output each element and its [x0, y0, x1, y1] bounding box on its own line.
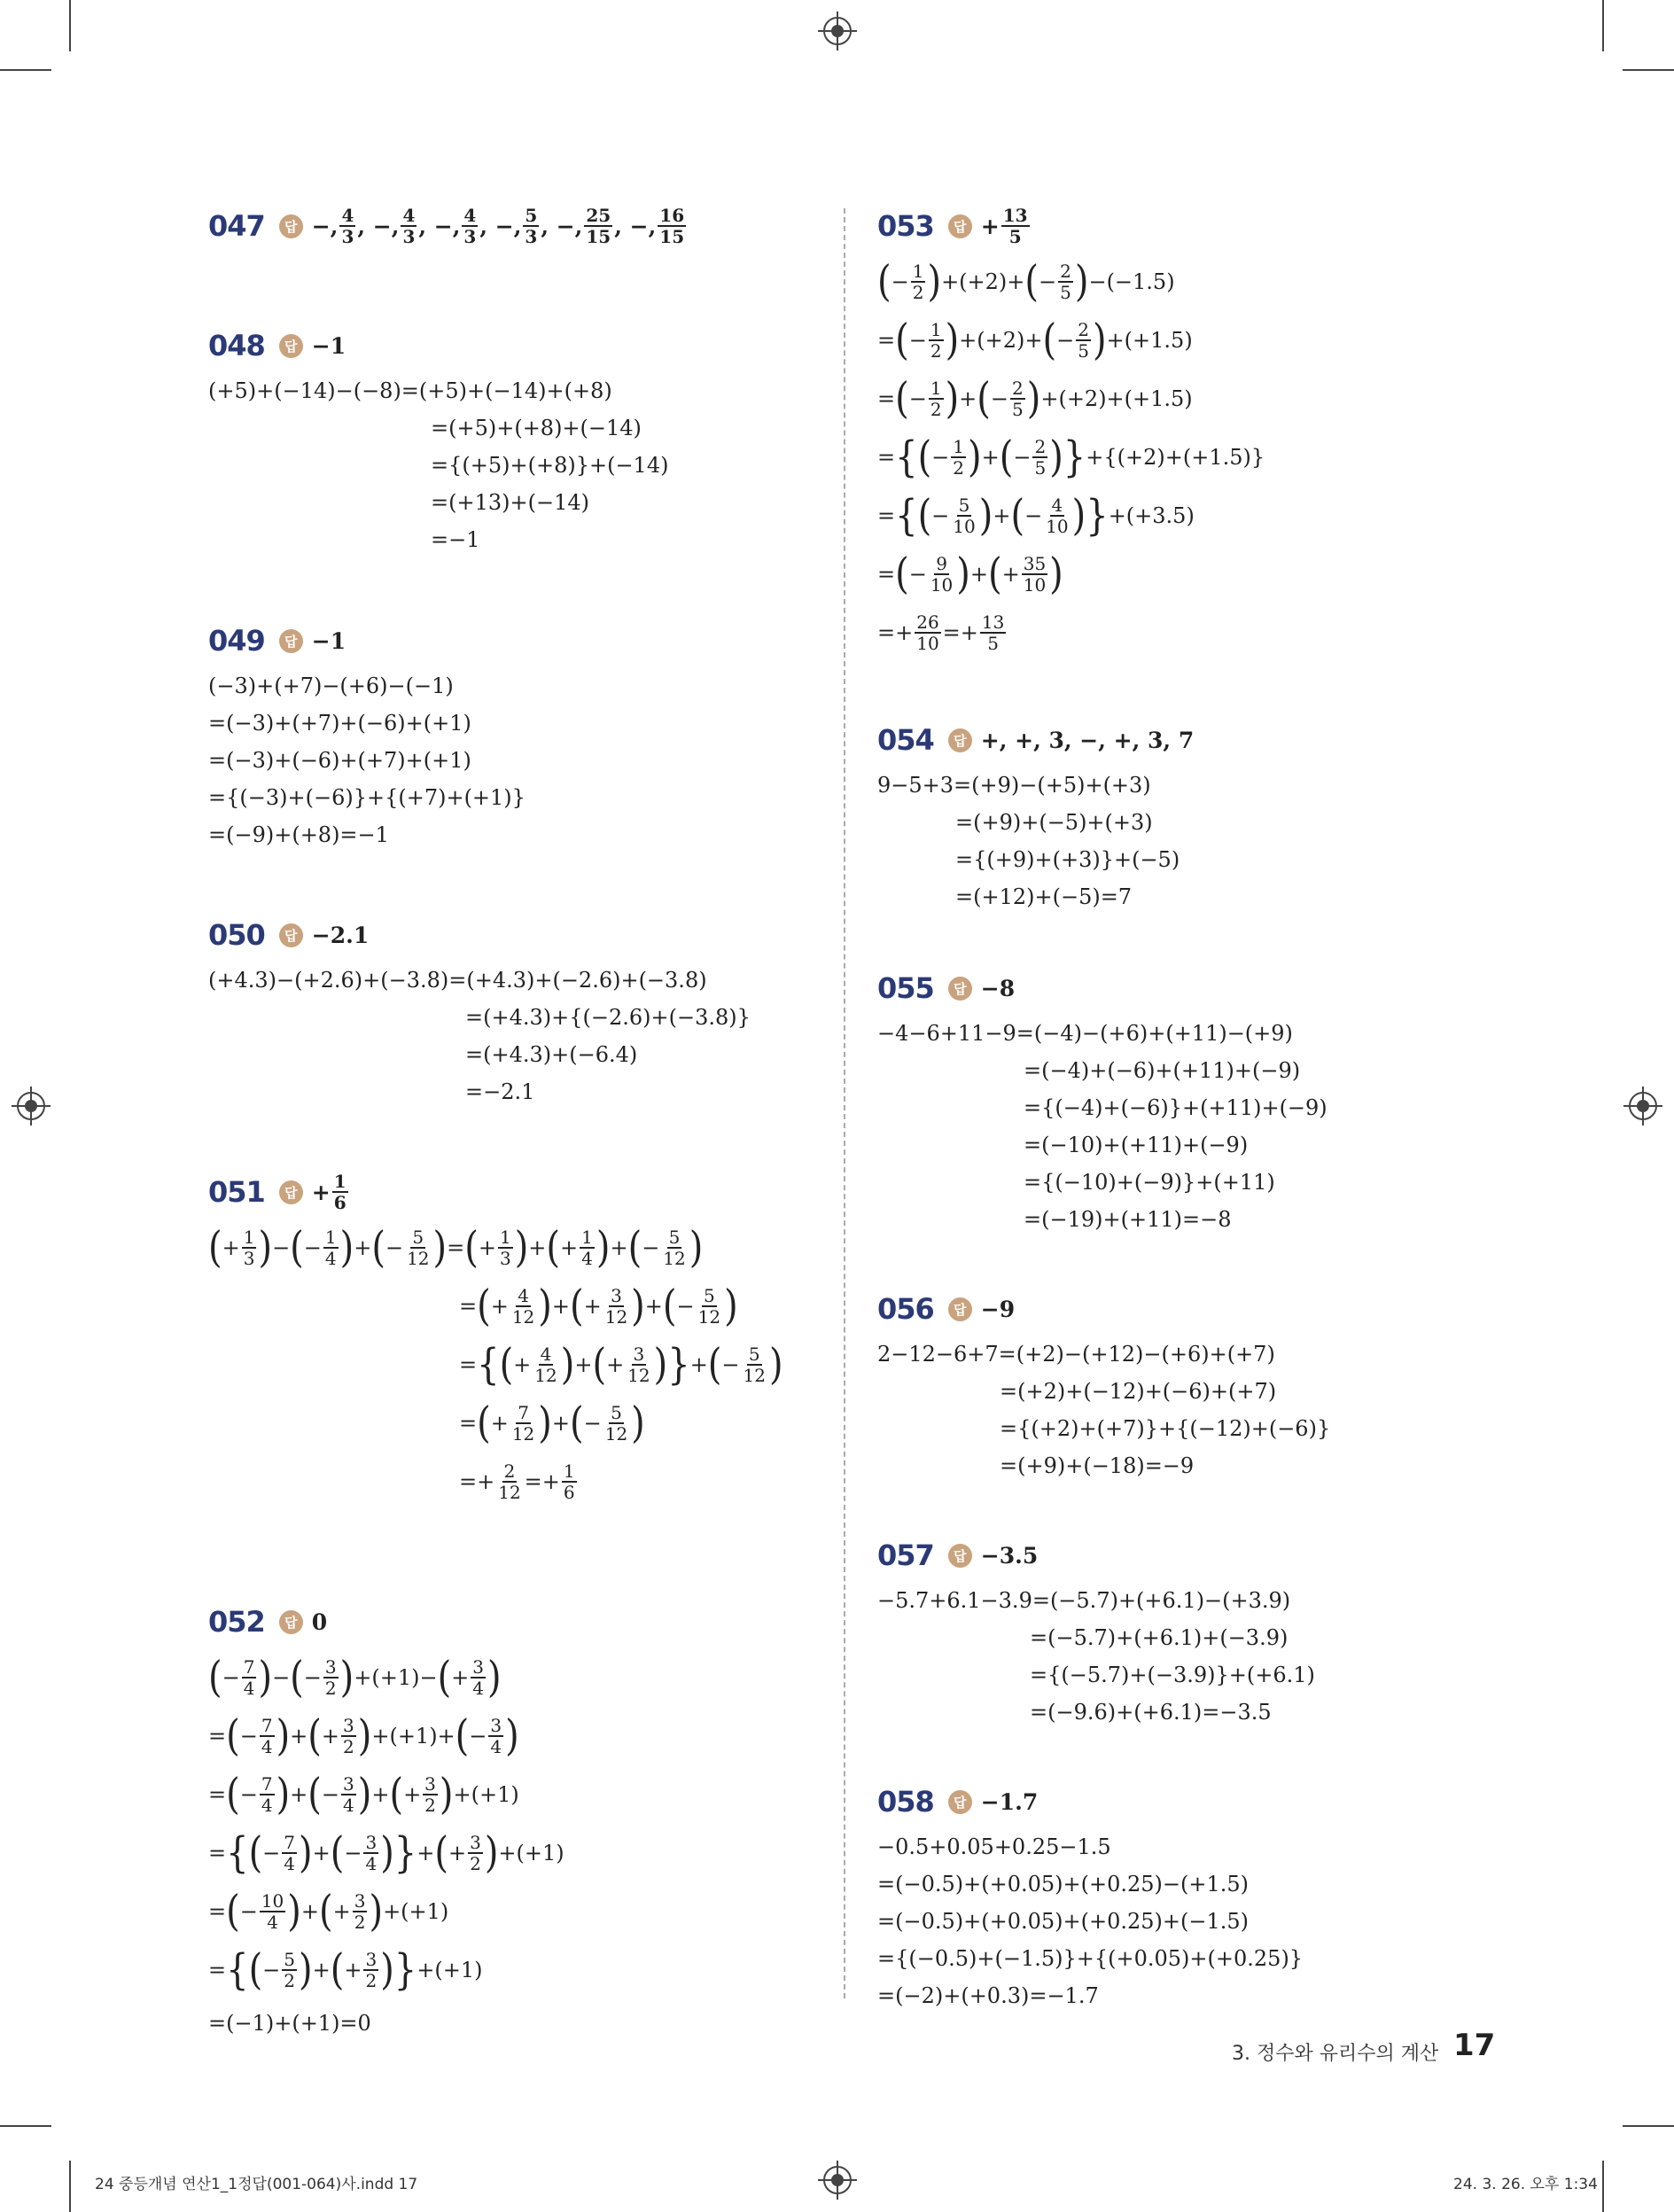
crop-mark [1623, 69, 1674, 71]
answer-value: +, +, 3, −, +, 3, 7 [980, 727, 1195, 753]
answer-badge-icon: 답 [279, 1180, 303, 1204]
problem-number: 057 [877, 1538, 934, 1572]
answer-badge-icon: 답 [279, 629, 303, 653]
problem-058 [877, 1775, 1515, 2014]
crop-mark [1602, 0, 1604, 51]
crop-mark [1623, 2125, 1674, 2127]
solution-line: =(−0.5)+(+0.05)+(+0.25)+(−1.5) [877, 1909, 1249, 1934]
print-slug-file: 24 중등개념 연산1_1정답(001-064)사.indd 17 [95, 2176, 418, 2193]
solution-line: =(+4.3)+(−6.4) [465, 1042, 638, 1067]
solution-line: =(+4.3)+{(−2.6)+(−3.8)} [465, 1005, 751, 1030]
solution-line: ={(−5.7)+(−3.9)}+(+6.1) [1030, 1663, 1315, 1687]
answer-value: −, $\frac{4}{3}$ , −, $\frac{4}{3}$ , −, $\frac{4}{3}$ , −, $\frac{5}{3}$ , −, $\frac{25}{15}$ , −, $\frac{16}{15}$ [311, 205, 685, 247]
problem-number: 049 [208, 624, 265, 658]
solution-line: = ( − $\frac{1}{2}$ ) + ( − $\frac{2}{5}$ ) +(+2)+(+1.5) [877, 374, 1193, 424]
solution-line: = { ( − $\frac{5}{10}$ ) + ( − $\frac{4}{10}$ ) } +(+3.5) [877, 491, 1195, 541]
crop-mark [69, 0, 71, 51]
page-number: 17 [1453, 2028, 1496, 2063]
crop-mark [69, 2161, 71, 2212]
solution-line: ={(+5)+(+8)}+(−14) [431, 453, 669, 478]
problem-number: 047 [208, 209, 265, 243]
solution-line: =(+12)+(−5)=7 [955, 884, 1133, 909]
solution-line: = ( − $\frac{10}{4}$ ) + ( + $\frac{3}{2}$ ) +(+1) [208, 1887, 449, 1936]
problem-number: 053 [877, 209, 934, 243]
answer-badge-icon: 답 [948, 728, 972, 752]
answer-value: 0 [311, 1608, 328, 1635]
crop-mark [0, 2125, 51, 2127]
answer-value: −3.5 [980, 1542, 1039, 1569]
problem-055 [877, 962, 1515, 1238]
problem-053 [877, 199, 1515, 662]
solution-line: −5.7+6.1−3.9=(−5.7)+(+6.1)−(+3.9) [877, 1588, 1291, 1613]
solution-line: ={(−4)+(−6)}+(+11)+(−9) [1024, 1095, 1328, 1120]
solution-line: ={(+9)+(+3)}+(−5) [955, 847, 1180, 872]
answer-value: + $\frac{1}{6}$ [311, 1171, 346, 1213]
solution-line: =(+13)+(−14) [431, 490, 589, 515]
problem-051 [208, 1165, 846, 1511]
solution-line: −4−6+11−9=(−4)−(+6)+(+11)−(+9) [877, 1021, 1293, 1046]
answer-badge-icon: 답 [279, 334, 303, 358]
answer-badge-icon: 답 [279, 923, 303, 947]
solution-line: =(−2)+(+0.3)=−1.7 [877, 1983, 1099, 2008]
solution-line: ( + $\frac{1}{3}$ ) − ( − $\frac{1}{4}$ ) + ( − $\frac{5}{12}$ ) = ( + $\frac{1}{3}$ ) + ( + $\frac{1}{4}$ ) + ( − $\frac{5}{12}$ ) [208, 1223, 704, 1273]
solution-line: ( − $\frac{1}{2}$ ) +(+2)+ ( − $\frac{2}{5}$ ) −(−1.5) [877, 257, 1175, 307]
problem-number: 055 [877, 971, 934, 1005]
answer-badge-icon: 답 [948, 1297, 972, 1321]
solution-line: =+ $\frac{2}{12}$ =+ $\frac{1}{6}$ [459, 1460, 575, 1503]
problem-number: 056 [877, 1292, 934, 1326]
print-slug-date: 24. 3. 26. 오후 1:34 [1453, 2176, 1598, 2193]
registration-mark-icon [823, 17, 852, 45]
solution-line: ={(−10)+(−9)}+(+11) [1024, 1170, 1275, 1195]
solution-line: =−2.1 [465, 1079, 535, 1104]
solution-line: =(−3)+(−6)+(+7)+(+1) [208, 748, 471, 773]
problem-047 [208, 199, 846, 253]
solution-line: =(−1)+(+1)=0 [208, 2011, 371, 2036]
solution-line: =(−19)+(+11)=−8 [1024, 1207, 1232, 1232]
solution-line: ={(−0.5)+(−1.5)}+{(+0.05)+(+0.25)} [877, 1946, 1304, 1971]
solution-line: = { ( − $\frac{1}{2}$ ) + ( − $\frac{2}{5}$ ) } +{(+2)+(+1.5)} [877, 432, 1265, 482]
problem-number: 052 [208, 1605, 265, 1639]
solution-line: (+4.3)−(+2.6)+(−3.8)=(+4.3)+(−2.6)+(−3.8) [208, 968, 707, 993]
answer-value: + $\frac{13}{5}$ [980, 205, 1028, 247]
answer-value: −1.7 [980, 1788, 1039, 1815]
solution-line: ( − $\frac{7}{4}$ ) − ( − $\frac{3}{2}$ ) +(+1)− ( + $\frac{3}{4}$ ) [208, 1653, 502, 1702]
problem-number: 050 [208, 918, 265, 952]
solution-line: =(+5)+(+8)+(−14) [431, 416, 642, 440]
solution-line: =(+9)+(−5)+(+3) [955, 810, 1153, 835]
problem-052 [208, 1595, 846, 2042]
solution-line: =−1 [431, 527, 480, 552]
crop-mark [0, 69, 51, 71]
answer-badge-icon: 답 [948, 977, 972, 1001]
solution-line: (−3)+(+7)−(+6)−(−1) [208, 674, 454, 698]
crop-mark [1602, 2161, 1604, 2212]
solution-line: = { ( − $\frac{5}{2}$ ) + ( + $\frac{3}{2}$ ) } +(+1) [208, 1945, 483, 1995]
answer-badge-icon: 답 [279, 1610, 303, 1634]
solution-line: =+ $\frac{26}{10}$ =+ $\frac{13}{5}$ [877, 611, 1005, 654]
solution-line: =(−0.5)+(+0.05)+(+0.25)−(+1.5) [877, 1872, 1249, 1897]
problem-049 [208, 614, 846, 853]
solution-line: =(+2)+(−12)+(−6)+(+7) [1000, 1379, 1277, 1404]
answer-badge-icon: 답 [948, 1790, 972, 1814]
problem-number: 058 [877, 1785, 934, 1819]
answer-value: −9 [980, 1296, 1016, 1322]
section-title: 3. 정수와 유리수의 계산 [1232, 2043, 1439, 2065]
problem-number: 048 [208, 329, 265, 362]
answer-badge-icon: 답 [948, 214, 972, 238]
solution-line: −0.5+0.05+0.25−1.5 [877, 1834, 1111, 1859]
problem-054 [877, 713, 1515, 915]
answer-value: −8 [980, 975, 1016, 1001]
solution-line: = ( − $\frac{7}{4}$ ) + ( − $\frac{3}{4}$ ) + ( + $\frac{3}{2}$ ) +(+1) [208, 1770, 519, 1819]
answer-value: −2.1 [311, 922, 370, 948]
solution-line: = ( − $\frac{1}{2}$ ) +(+2)+ ( − $\frac{2}{5}$ ) +(+1.5) [877, 315, 1193, 365]
solution-line: = ( − $\frac{9}{10}$ ) + ( + $\frac{35}{10}$ ) [877, 549, 1063, 599]
solution-line: = { ( − $\frac{7}{4}$ ) + ( − $\frac{3}{4}$ ) } + ( + $\frac{3}{2}$ ) +(+1) [208, 1828, 564, 1878]
problem-050 [208, 908, 846, 1110]
problem-048 [208, 319, 846, 558]
problem-056 [877, 1282, 1515, 1484]
answer-value: −1 [311, 332, 346, 359]
solution-line: = ( − $\frac{7}{4}$ ) + ( + $\frac{3}{2}$ ) +(+1)+ ( − $\frac{3}{4}$ ) [208, 1711, 519, 1761]
problem-number: 051 [208, 1175, 265, 1209]
solution-line: 2−12−6+7=(+2)−(+12)−(+6)+(+7) [877, 1342, 1275, 1367]
solution-line: =(−10)+(+11)+(−9) [1024, 1133, 1249, 1157]
registration-mark-icon [823, 2166, 852, 2194]
answer-badge-icon: 답 [948, 1544, 972, 1568]
solution-line: =(+9)+(−18)=−9 [1000, 1453, 1195, 1478]
solution-line: ={(+2)+(+7)}+{(−12)+(−6)} [1000, 1416, 1331, 1441]
solution-line: =(−9.6)+(+6.1)=−3.5 [1030, 1700, 1272, 1725]
answer-badge-icon: 답 [279, 214, 303, 238]
solution-line: =(−3)+(+7)+(−6)+(+1) [208, 711, 471, 736]
solution-line: =(−4)+(−6)+(+11)+(−9) [1024, 1058, 1301, 1083]
problem-number: 054 [877, 723, 934, 757]
solution-line: = { ( + $\frac{4}{12}$ ) + ( + $\frac{3}{12}$ ) } + ( − $\frac{5}{12}$ ) [459, 1340, 783, 1390]
solution-line: = ( + $\frac{7}{12}$ ) + ( − $\frac{5}{12}$ ) [459, 1398, 645, 1448]
registration-mark-icon [1629, 1092, 1657, 1120]
answer-value: −1 [311, 627, 346, 654]
registration-mark-icon [17, 1092, 45, 1120]
solution-line: 9−5+3=(+9)−(+5)+(+3) [877, 773, 1151, 798]
solution-line: = ( + $\frac{4}{12}$ ) + ( + $\frac{3}{12}$ ) + ( − $\frac{5}{12}$ ) [459, 1281, 738, 1331]
solution-line: ={(−3)+(−6)}+{(+7)+(+1)} [208, 785, 526, 810]
solution-line: (+5)+(−14)−(−8)=(+5)+(−14)+(+8) [208, 378, 612, 403]
solution-line: =(−5.7)+(+6.1)+(−3.9) [1030, 1625, 1289, 1650]
solution-line: =(−9)+(+8)=−1 [208, 822, 389, 847]
problem-057 [877, 1529, 1515, 1731]
